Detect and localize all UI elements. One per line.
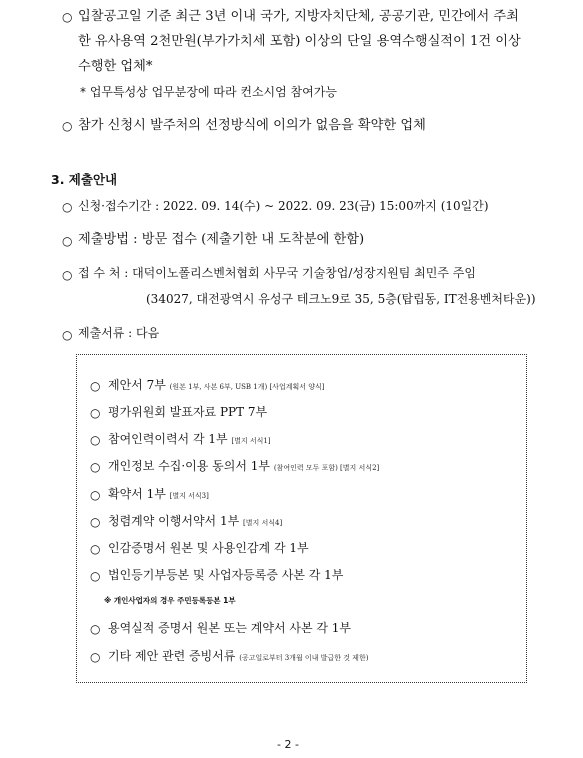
doc-item: 기타 제안 관련 증빙서류 (공고일로부터 3개월 이내 발급한 것 제한)	[108, 649, 369, 663]
bullet-icon: ○	[62, 328, 73, 342]
bullet-icon: ○	[90, 622, 101, 636]
method-line: 제출방법 : 방문 접수 (제출기한 내 도착분에 한함)	[78, 232, 365, 247]
doc-item: 확약서 1부 [별지 서식3]	[108, 487, 209, 501]
bullet-icon: ○	[90, 433, 101, 447]
bullet-icon: ○	[62, 268, 73, 282]
bullet-icon: ○	[62, 234, 73, 248]
doc-item: 용역실적 증명서 원본 또는 계약서 사본 각 1부	[108, 621, 351, 635]
doc-item: 개인정보 수집·이용 동의서 1부 (참여인력 모두 포함) [별지 서식2]	[108, 459, 380, 473]
doc-item: 참여인력이력서 각 1부 [별지 서식1]	[108, 432, 271, 446]
bullet-icon: ○	[90, 542, 101, 556]
doc-item: 법인등기부등본 및 사업자등록증 사본 각 1부	[108, 568, 344, 582]
bullet-icon: ○	[90, 406, 101, 420]
bullet-icon: ○	[90, 379, 101, 393]
bullet-icon: ○	[90, 488, 101, 502]
doc-item: 청렴계약 이행서약서 1부 [별지 서식4]	[108, 514, 283, 528]
place-line-1: 접 수 처 : 대덕이노폴리스벤처협회 사무국 기술창업/성장지원팀 최민주 주임	[78, 266, 476, 280]
bullet-icon: ○	[62, 119, 73, 133]
period-line: 신청·접수기간 : 2022. 09. 14(수) ~ 2022. 09. 23(금) 15:00까지 (10일간)	[78, 199, 489, 213]
consent-line: 참가 신청시 발주처의 선정방식에 이의가 없음을 확약한 업체	[78, 118, 426, 133]
bullet-icon: ○	[62, 200, 73, 214]
bullet-icon: ○	[90, 569, 101, 583]
consortium-note: * 업무특성상 업무분장에 따라 컨소시엄 참여가능	[80, 85, 337, 99]
eligibility-line-3: 수행한 업체*	[78, 59, 153, 74]
section-heading: 3. 제출안내	[51, 172, 118, 187]
bullet-icon: ○	[90, 650, 101, 664]
doc-note: ※ 개인사업자의 경우 주민등록등본 1부	[104, 596, 236, 605]
page-number: - 2 -	[277, 738, 299, 751]
place-line-2: (34027, 대전광역시 유성구 테크노9로 35, 5층(탑립동, IT전용벤처타운))	[146, 292, 536, 306]
documents-line: 제출서류 : 다음	[78, 326, 160, 340]
eligibility-line-1: 입찰공고일 기준 최근 3년 이내 국가, 지방자치단체, 공공기관, 민간에서 주최	[78, 9, 519, 24]
doc-item: 인감증명서 원본 및 사용인감계 각 1부	[108, 541, 309, 555]
doc-item: 평가위원회 발표자료 PPT 7부	[108, 405, 268, 419]
eligibility-line-2: 한 유사용역 2천만원(부가가치세 포함) 이상의 단일 용역수행실적이 1건 이상	[78, 34, 521, 49]
bullet-icon: ○	[62, 10, 73, 24]
bullet-icon: ○	[90, 515, 101, 529]
doc-item: 제안서 7부 (원본 1부, 사본 6부, USB 1개) [사업계획서 양식]	[108, 378, 325, 392]
bullet-icon: ○	[90, 460, 101, 474]
